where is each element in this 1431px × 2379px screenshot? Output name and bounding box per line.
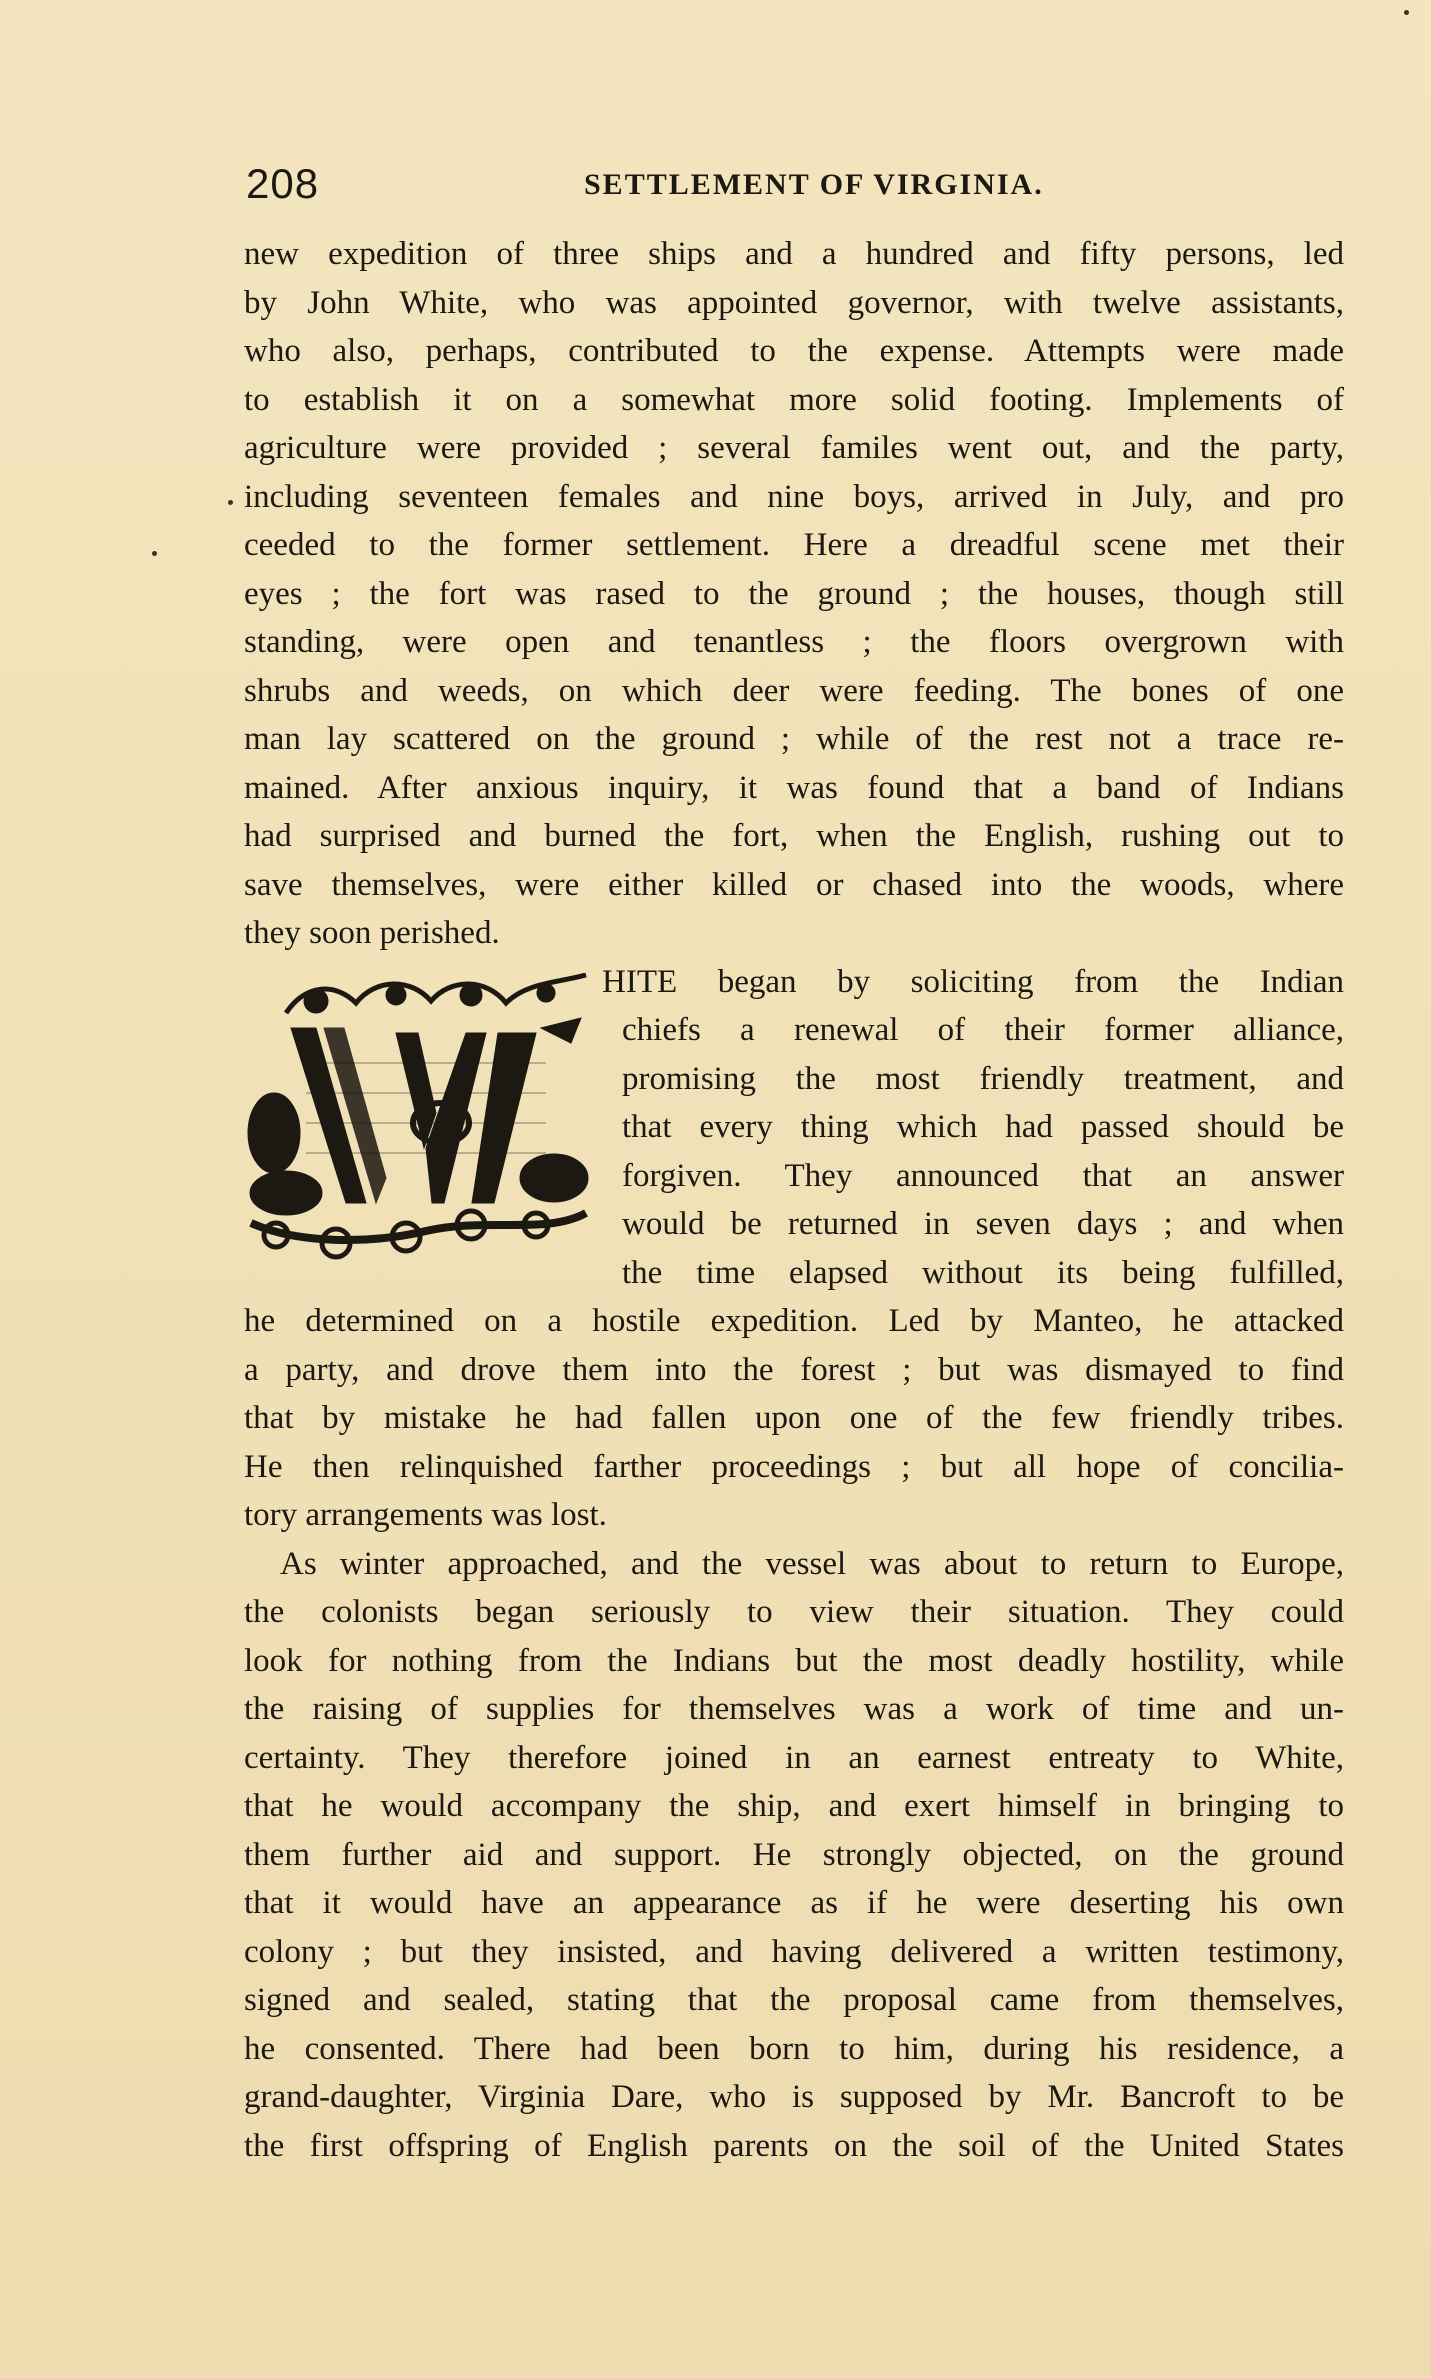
margin-mark [1404, 10, 1409, 15]
text-line: standing, were open and tenantless ; the floors overgrown with [244, 624, 1344, 660]
text-line: including seventeen females and nine boys, arrived in July, and pro [244, 478, 1344, 515]
text-line: shrubs and weeds, on which deer were feeding. The bones of one [244, 672, 1344, 709]
text-line: eyes ; the fort was rased to the ground ; the houses, though still [244, 575, 1344, 612]
text-line: the time elapsed without its being fulfilled, [622, 1254, 1344, 1291]
text-line: certainty. They therefore joined in an earnest entreaty to White, [244, 1739, 1344, 1776]
running-head [246, 160, 1344, 212]
text-line: colony ; but they insisted, and having delivered a written testimony, [244, 1933, 1344, 1970]
text-line: promising the most friendly treatment, and [622, 1060, 1344, 1097]
text-line: grand-daughter, Virginia Dare, who is supposed by Mr. Bancroft to be [244, 2079, 1344, 2115]
running-title: SETTLEMENT OF VIRGINIA. [584, 168, 1044, 201]
text-line: ceeded to the former settlement. Here a dreadful scene met their [244, 527, 1344, 563]
text-line: He then relinquished farther proceedings ; but all hope of concilia- [244, 1448, 1344, 1485]
text-line: had surprised and burned the fort, when the English, rushing out to [244, 818, 1344, 854]
text-line: chiefs a renewal of their former alliance, [622, 1012, 1344, 1048]
margin-mark [152, 551, 157, 556]
text-line: the raising of supplies for themselves was a work of time and un- [244, 1691, 1344, 1727]
text-line: them further aid and support. He strongly objected, on the ground [244, 1836, 1344, 1873]
text-line: would be returned in seven days ; and when [622, 1206, 1344, 1242]
text-line: to establish it on a somewhat more solid footing. Implements of [244, 381, 1344, 418]
text-line: the first offspring of English parents on the soil of the United States [244, 2127, 1344, 2164]
text-line: As winter approached, and the vessel was about to return to Europe, [280, 1545, 1344, 1582]
text-line: who also, perhaps, contributed to the expense. Attempts were made [244, 333, 1344, 369]
text-line: that every thing which had passed should be [622, 1109, 1344, 1145]
text-line: forgiven. They announced that an answer [622, 1157, 1344, 1194]
text-line: they soon perished. [244, 915, 500, 951]
text-line: new expedition of three ships and a hundred and fifty persons, led [244, 236, 1344, 272]
text-line: tory arrangements was lost. [244, 1497, 607, 1533]
text-line: signed and sealed, stating that the proposal came from themselves, [244, 1982, 1344, 2018]
body-text [244, 230, 1344, 2170]
text-line: he determined on a hostile expedition. Led by Manteo, he attacked [244, 1303, 1344, 1339]
text-line: HITE began by soliciting from the Indian [602, 963, 1344, 1000]
text-line: a party, and drove them into the forest ; but was dismayed to find [244, 1351, 1344, 1388]
text-line: by John White, who was appointed governor, with twelve assistants, [244, 284, 1344, 321]
text-line: that he would accompany the ship, and exert himself in bringing to [244, 1788, 1344, 1824]
text-line: that it would have an appearance as if he were deserting his own [244, 1885, 1344, 1921]
text-line: man lay scattered on the ground ; while of the rest not a trace re- [244, 721, 1344, 757]
text-line: look for nothing from the Indians but the most deadly hostility, while [244, 1642, 1344, 1679]
margin-mark [228, 500, 233, 505]
text-line: that by mistake he had fallen upon one of the few friendly tribes. [244, 1400, 1344, 1436]
page-number: 208 [246, 160, 320, 207]
text-line: he consented. There had been born to him, during his residence, a [244, 2030, 1344, 2067]
text-line: mained. After anxious inquiry, it was found that a band of Indians [244, 769, 1344, 806]
text-line: agriculture were provided ; several familes went out, and the party, [244, 430, 1344, 466]
text-line: the colonists began seriously to view their situation. They could [244, 1594, 1344, 1630]
text-line: save themselves, were either killed or chased into the woods, where [244, 866, 1344, 903]
